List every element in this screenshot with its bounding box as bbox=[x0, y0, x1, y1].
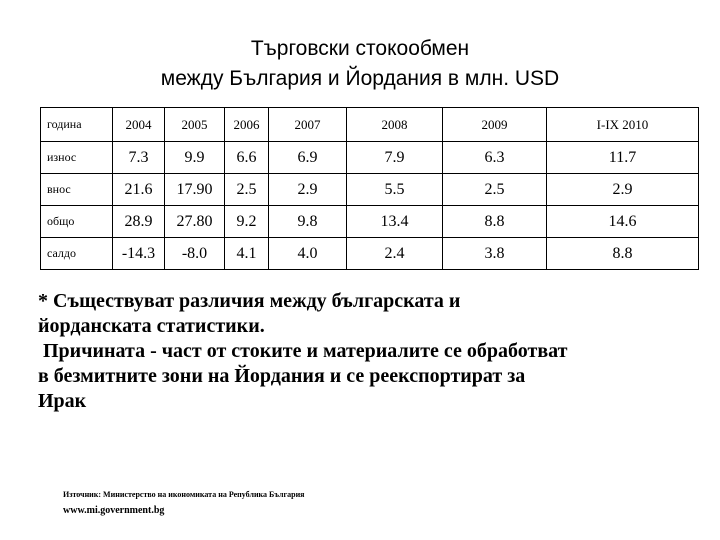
table-row-import bbox=[41, 174, 699, 206]
footnote-line: в безмитните зони на Йордания и се реекспортират за bbox=[38, 365, 526, 387]
row-label: салдо bbox=[41, 238, 113, 270]
table-row-balance bbox=[41, 238, 699, 270]
footnote-line: Ирак bbox=[38, 390, 87, 412]
header-cell: 2007 bbox=[269, 108, 347, 142]
footnote-line: Причината - част от стоките и материалите се обработват bbox=[38, 340, 568, 362]
table-cell: 3.8 bbox=[443, 238, 547, 270]
table-cell: 9.8 bbox=[269, 206, 347, 238]
table-cell: 2.9 bbox=[547, 174, 699, 206]
footnote-line: йорданската статистики. bbox=[38, 315, 265, 337]
table-cell: 8.8 bbox=[443, 206, 547, 238]
table-cell: 4.1 bbox=[225, 238, 269, 270]
header-cell: 2005 bbox=[165, 108, 225, 142]
table-cell: 6.9 bbox=[269, 142, 347, 174]
title-line-2: между България и Йордания в млн. USD bbox=[160, 67, 560, 90]
table-cell: 2.5 bbox=[225, 174, 269, 206]
table-cell: 21.6 bbox=[113, 174, 165, 206]
table-cell: 17.90 bbox=[165, 174, 225, 206]
row-label: общо bbox=[41, 206, 113, 238]
source-note bbox=[63, 487, 305, 519]
header-cell: 2006 bbox=[225, 108, 269, 142]
table-cell: 8.8 bbox=[547, 238, 699, 270]
table-row-export bbox=[41, 142, 699, 174]
table-cell: 2.5 bbox=[443, 174, 547, 206]
table-cell: 9.2 bbox=[225, 206, 269, 238]
table-cell: 13.4 bbox=[347, 206, 443, 238]
header-cell-year-label: година bbox=[41, 108, 113, 142]
header-cell: 2008 bbox=[347, 108, 443, 142]
table-header-row bbox=[41, 108, 699, 142]
table-cell: 2.4 bbox=[347, 238, 443, 270]
table-cell: -8.0 bbox=[165, 238, 225, 270]
footnote bbox=[38, 289, 706, 414]
row-label: износ bbox=[41, 142, 113, 174]
trade-table bbox=[40, 107, 699, 270]
table-cell: 27.80 bbox=[165, 206, 225, 238]
header-cell: 2009 bbox=[443, 108, 547, 142]
table-cell: 7.9 bbox=[347, 142, 443, 174]
title-line-1: Търговски стокообмен bbox=[250, 37, 470, 60]
source-text: Източник: Министерство на икономиката на Република България bbox=[63, 490, 305, 499]
table-cell: 6.6 bbox=[225, 142, 269, 174]
table-cell: -14.3 bbox=[113, 238, 165, 270]
table-cell: 9.9 bbox=[165, 142, 225, 174]
header-cell: 2004 bbox=[113, 108, 165, 142]
page-title bbox=[0, 34, 720, 94]
table-cell: 28.9 bbox=[113, 206, 165, 238]
table-cell: 4.0 bbox=[269, 238, 347, 270]
table-cell: 11.7 bbox=[547, 142, 699, 174]
table-cell: 5.5 bbox=[347, 174, 443, 206]
table-row-total bbox=[41, 206, 699, 238]
source-url: www.mi.government.bg bbox=[63, 505, 165, 516]
table-cell: 2.9 bbox=[269, 174, 347, 206]
row-label: внос bbox=[41, 174, 113, 206]
header-cell: I-IX 2010 bbox=[547, 108, 699, 142]
table-cell: 14.6 bbox=[547, 206, 699, 238]
table-cell: 6.3 bbox=[443, 142, 547, 174]
footnote-line: * Съществуват различия между българската и bbox=[38, 290, 461, 312]
table-cell: 7.3 bbox=[113, 142, 165, 174]
